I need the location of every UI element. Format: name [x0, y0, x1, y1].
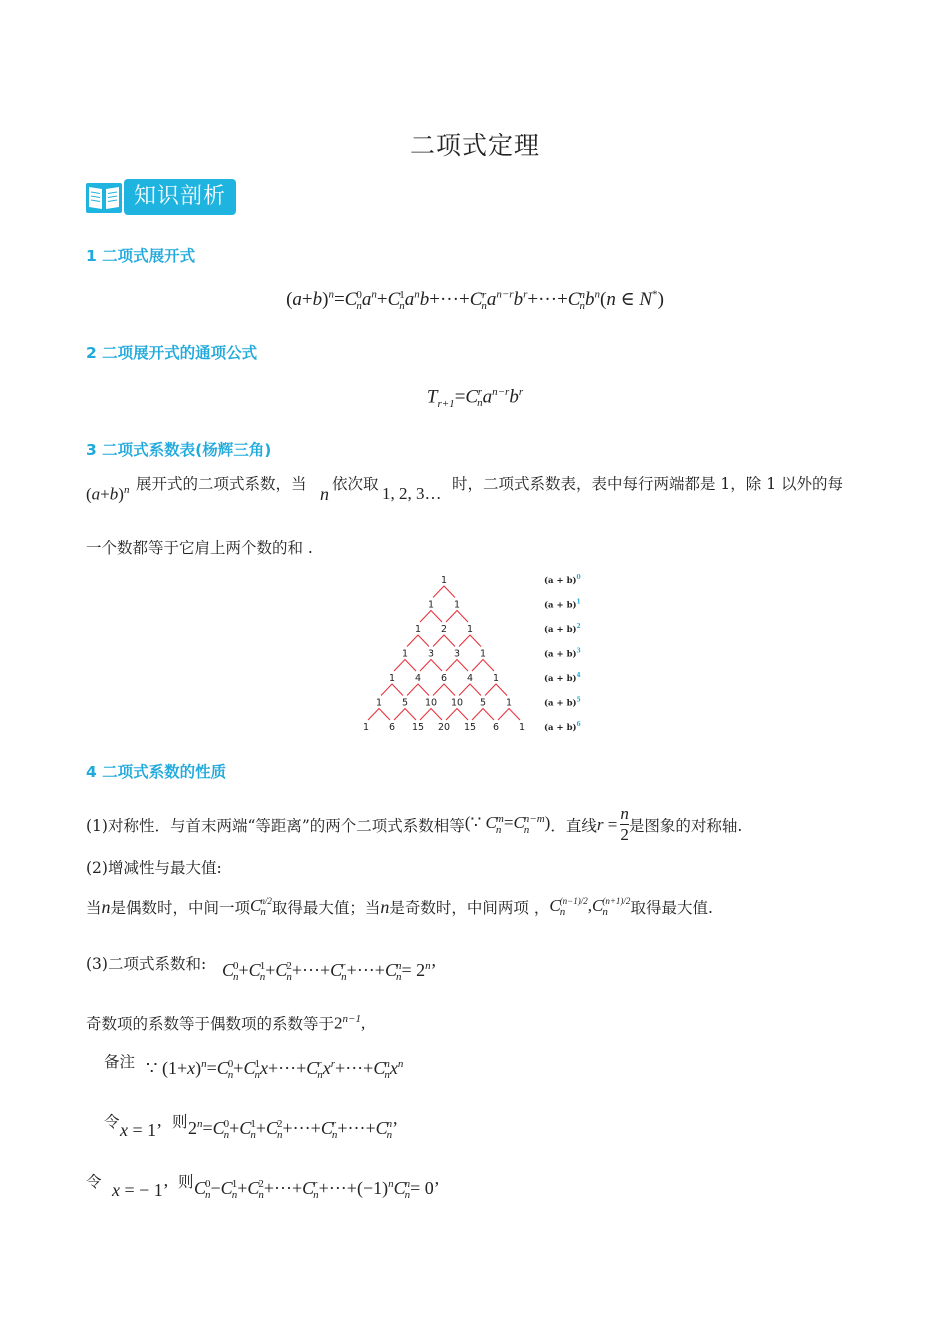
var-n-odd: n — [380, 896, 390, 917]
pascal-row-label: $(a + b)^1$ — [544, 598, 581, 611]
pascal-connector — [446, 709, 468, 721]
x-equals-minus-1: x = − 1’ — [112, 1180, 169, 1200]
pascal-number: 3 — [427, 648, 435, 660]
heading-general-term: 2 二项展开式的通项公式 — [86, 344, 258, 362]
heading-properties: 4 二项式系数的性质 — [86, 763, 227, 781]
pascal-row-label: $(a + b)^5$ — [544, 696, 581, 709]
pascal-number: 1 — [453, 599, 461, 611]
pascal-connector — [394, 709, 416, 721]
then-label-2: 则 — [178, 1173, 194, 1191]
pascal-row-label: $(a + b)^2$ — [544, 623, 581, 635]
general-term-formula: $T_{r+1}=C$ r n $a^{n-r}b^r$ — [426, 385, 524, 411]
pascal-number: 20 — [437, 722, 451, 733]
pascal-number: 1 — [414, 624, 422, 635]
pascal-connector — [485, 684, 507, 696]
pascal-number: 3 — [453, 648, 461, 660]
pascal-number: 1 — [466, 624, 474, 635]
var-n: n — [320, 484, 329, 504]
binomial-expansion-formula: $(a+b)^n=C$ 0 n $a^n+C$ 1 n $a^nb+\cdot\cdot\cdot+C$ r n $a^{n-r}b^r+\cdot\cdot\cdot+C$ n n $b^n(n$ ∈ N*) — [286, 288, 664, 312]
pascal-number: 1 — [427, 599, 435, 611]
max-text-1: 当 — [86, 899, 102, 918]
pascal-connector — [472, 660, 494, 672]
sum-at-minus-1: C 0 n −C 1 n +C 2 n +···+C r n $+\cdot\cdot\cdot+(-1)^nC$ n n = 0’ — [194, 1177, 440, 1201]
property-symmetry — [86, 804, 742, 845]
seq-values: 1, 2, 3… — [382, 484, 442, 503]
middle-two-terms: C (n−1)/2 n ,C (n+1)/2 n — [549, 896, 631, 919]
section-badge — [86, 178, 236, 216]
odd-even-text: 奇数项的系数等于偶数项的系数等于 — [86, 1015, 335, 1033]
expr-a-plus-b-n: $(a+b)^n$ — [86, 484, 130, 504]
then-label-1: 则 — [172, 1113, 188, 1131]
pascal-number: 1 — [401, 648, 409, 660]
pascal-connector — [433, 586, 455, 598]
max-text-4: 是奇数时，中间两项 ， — [389, 899, 550, 918]
pascal-number: 6 — [388, 722, 396, 733]
pascal-connector — [446, 660, 468, 672]
pascal-row-label: $(a + b)^3$ — [544, 647, 581, 660]
property-odd-even — [86, 1012, 365, 1034]
pascal-number: 1 — [362, 722, 370, 733]
middle-term: C n/2 n — [250, 896, 272, 919]
pascal-number: 4 — [414, 673, 422, 684]
symmetry-formula: (∵ C m n =C n−m n ) — [464, 812, 551, 836]
property-max — [86, 896, 713, 918]
pascal-connector — [407, 635, 429, 647]
pascal-number: 15 — [463, 722, 477, 733]
pascal-number: 1 — [479, 648, 487, 660]
pascal-row-label: $(a + b)^4$ — [544, 672, 581, 684]
pascal-connector — [446, 611, 468, 623]
symmetry-text-3: 是图象的对称轴. — [628, 816, 743, 835]
pascal-number: 1 — [375, 697, 383, 709]
pascal-text-1: 展开式的二项式系数，当 — [136, 475, 307, 493]
pascal-number: 6 — [492, 722, 500, 733]
pascal-text-3: 时，二项式系数表，表中每行两端都是 1，除 1 以外的每 — [452, 475, 844, 493]
pascal-row-label: $(a + b)^6$ — [544, 721, 581, 733]
x-equals-1: x = 1’ — [120, 1120, 163, 1140]
pascal-number: 1 — [518, 722, 526, 733]
pascal-connector — [420, 660, 442, 672]
pascal-row-label: $(a + b)^0$ — [544, 574, 581, 586]
max-text-3: 取得最大值；当 — [271, 899, 381, 918]
pascal-connector — [420, 709, 442, 721]
pascal-number: 2 — [440, 624, 448, 635]
property-sum-label: (3)二项式系数和: — [86, 955, 207, 973]
pascal-number: 4 — [466, 673, 474, 684]
open-book-icon — [86, 179, 122, 215]
sum-formula: C 0 n +C 1 n +C 2 n +···+C r n +···+C n n = $2^n$’ — [222, 959, 437, 983]
pascal-connector — [381, 684, 403, 696]
pascal-connector — [394, 660, 416, 672]
pascal-number: 15 — [411, 722, 425, 733]
axis-formula: r = $\frac{n}{2}$ — [596, 804, 629, 844]
max-text-5: 取得最大值. — [630, 899, 713, 918]
max-text-2: 是偶数时，中间一项 — [110, 899, 251, 918]
pascal-connector — [420, 611, 442, 623]
pascal-number: 5 — [401, 697, 409, 709]
var-n-even: n — [101, 896, 111, 917]
pascal-triangle — [360, 568, 600, 734]
sum-at-1: $2^n=C$ 0 n +C 1 n +C 2 n +···+C r n +···+C n n ’ — [188, 1117, 399, 1141]
pascal-number: 1 — [505, 697, 513, 709]
pascal-connector — [368, 709, 390, 721]
pascal-number: 1 — [492, 673, 500, 684]
pascal-number: 10 — [424, 697, 438, 709]
pascal-connector — [498, 709, 520, 721]
badge-label: 知识剖析 — [124, 179, 236, 215]
pascal-number: 1 — [388, 673, 396, 684]
property-monotonic: (2)增减性与最大值: — [86, 859, 222, 877]
symmetry-text-1: (1)对称性．与首末两端“等距离”的两个二项式系数相等 — [86, 816, 465, 835]
note-formula: ∵ $(1+x)^n=C$ 0 n +C 1 n x+···+C r n $x^r+\cdot\cdot\cdot+C$ n n $x^n$ — [146, 1057, 404, 1081]
pascal-number: 6 — [440, 673, 448, 684]
pascal-text-4: 一个数都等于它肩上两个数的和 . — [86, 539, 313, 557]
pascal-number: 1 — [440, 575, 448, 586]
pascal-number: 10 — [450, 697, 464, 709]
note-label: 备注 — [104, 1053, 136, 1071]
let-label-1: 令 — [104, 1113, 120, 1131]
page-title: 二项式定理 — [409, 131, 540, 160]
pascal-connector — [407, 684, 429, 696]
heading-expansion: 1 二项式展开式 — [86, 247, 196, 265]
pascal-connector — [433, 684, 455, 696]
pascal-connector — [472, 709, 494, 721]
pascal-text-2: 依次取 — [332, 475, 379, 493]
heading-pascal: 3 二项式系数表(杨辉三角) — [86, 441, 272, 459]
let-label-2: 令 — [86, 1173, 102, 1191]
symmetry-text-2: ．直线 — [550, 816, 597, 835]
pascal-number: 5 — [479, 697, 487, 709]
pascal-connector — [459, 635, 481, 647]
pascal-connector — [433, 635, 455, 647]
odd-even-value: $2^{n-1}$, — [334, 1012, 366, 1033]
pascal-connector — [459, 684, 481, 696]
